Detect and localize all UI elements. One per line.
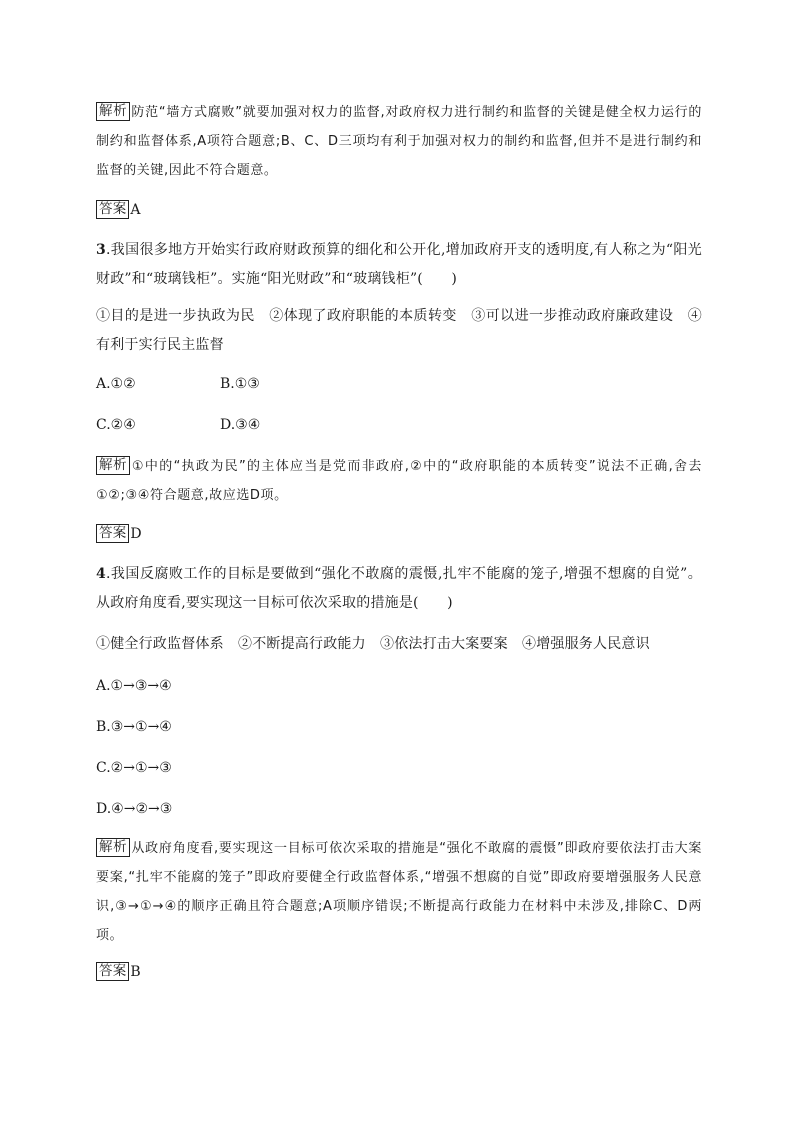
analysis-text-q2: 防范“墙方式腐败”就要加强对权力的监督,对政府权力进行制约和监督的关键是健全权力运行的制约和监督体系,A项符合题意;B、C、D三项均有利于加强对权力的制约和监督,但并不是进行制约和监督的关键,因此不符合题意。 [96, 105, 702, 178]
question-3-option-c[interactable]: C.②④ [96, 417, 136, 433]
answer-line-q4 [96, 958, 702, 987]
question-4-option-b[interactable]: B.③→①→④ [96, 719, 172, 735]
question-4-stem [96, 560, 702, 618]
analysis-text-q3: ①中的“执政为民”的主体应当是党而非政府,②中的“政府职能的本质转变”说法不正确,舍去①②;③④符合题意,故应选D项。 [96, 459, 702, 503]
question-4-option-a[interactable]: A.①→③→④ [96, 678, 172, 694]
analysis-paragraph-q3 [96, 452, 702, 510]
question-4-number: 4 [96, 566, 106, 582]
question-3-stem [96, 236, 702, 294]
analysis-paragraph-q4 [96, 834, 702, 950]
answer-tag: 答案 [96, 962, 129, 981]
answer-value-q3: D [130, 526, 142, 542]
answer-value-q2: A [130, 202, 141, 218]
question-3-option-b[interactable]: B.①③ [220, 376, 260, 392]
answer-line-q2 [96, 196, 702, 225]
question-3-option-a[interactable]: A.①② [96, 376, 136, 392]
analysis-tag: 解析 [96, 102, 130, 121]
question-4-option-d[interactable]: D.④→②→③ [96, 801, 173, 817]
answer-value-q4: B [130, 964, 141, 980]
answer-tag: 答案 [96, 200, 129, 219]
question-3-number: 3 [96, 242, 106, 258]
analysis-text-q4: 从政府角度看,要实现这一目标可依次采取的措施是“强化不敢腐的震慑”即政府要依法打击大案要案,“扎牢不能腐的笼子”即政府要健全行政监督体系,“增强不想腐的自觉”即政府要增强服务人民意识,③→①→④的顺序正确且符合题意;A项顺序错误;不断提高行政能力在材料中未涉及,排除C、D两项。 [96, 841, 702, 943]
question-4-stem-text: .我国反腐败工作的目标是要做到“强化不敢腐的震慑,扎牢不能腐的笼子,增强不想腐的自觉”。从政府角度看,要实现这一目标可依次采取的措施是( ) [96, 566, 702, 611]
question-4-statements: ①健全行政监督体系 ②不断提高行政能力 ③依法打击大案要案 ④增强服务人民意识 [96, 636, 650, 652]
analysis-tag: 解析 [96, 456, 130, 475]
question-4-option-c[interactable]: C.②→①→③ [96, 760, 172, 776]
question-3-statements: ①目的是进一步执政为民 ②体现了政府职能的本质转变 ③可以进一步推动政府廉政建设 ④有利于实行民主监督 [96, 308, 702, 353]
answer-tag: 答案 [96, 524, 129, 543]
question-3-option-d[interactable]: D.③④ [220, 417, 261, 433]
analysis-tag: 解析 [96, 838, 130, 857]
analysis-paragraph-q2 [96, 98, 702, 185]
question-3-stem-text: .我国很多地方开始实行政府财政预算的细化和公开化,增加政府开支的透明度,有人称之为“阳光财政”和“玻璃钱柜”。实施“阳光财政”和“玻璃钱柜”( ) [96, 242, 702, 287]
answer-line-q3 [96, 520, 702, 549]
